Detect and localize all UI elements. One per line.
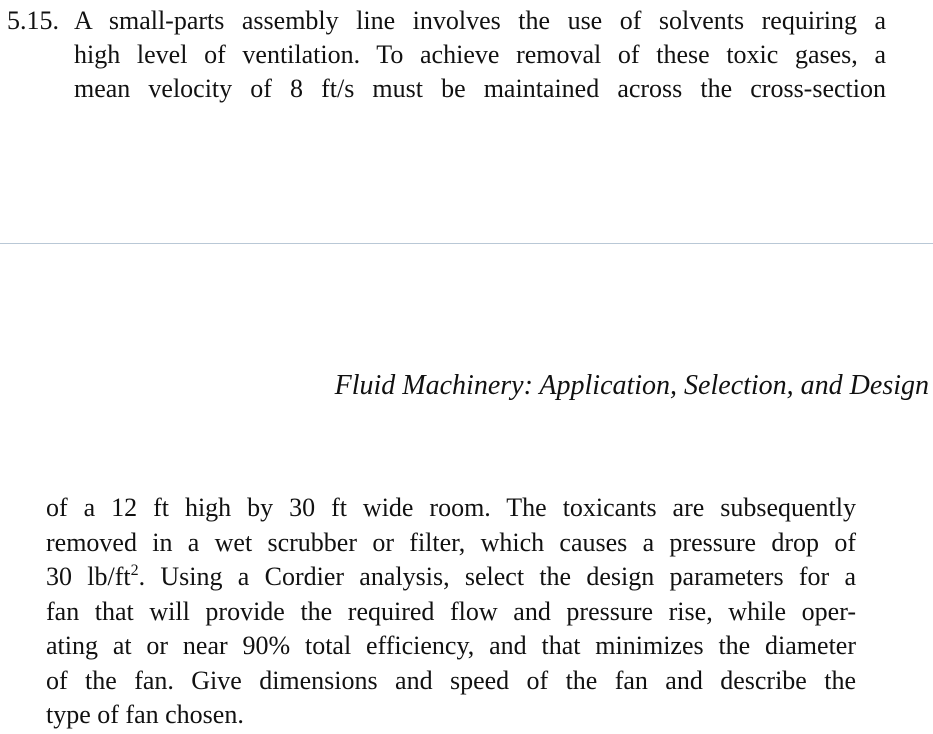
continuation-line: of the fan. Give dimensions and speed of the fan and describe the: [46, 665, 856, 695]
problem-statement-top: [0, 0, 933, 110]
problem-statement-continuation: [46, 491, 856, 733]
problem-number: 5.15.: [7, 6, 59, 35]
unit-exponent: 2: [130, 562, 139, 579]
page-divider: [0, 243, 933, 244]
continuation-line: type of fan chosen.: [46, 700, 244, 729]
running-header-title: Fluid Machinery: Application, Selection, and Design: [334, 370, 929, 401]
continuation-line-rest: . Using a Cordier analysis, select the design parameters for a: [138, 562, 856, 591]
continuation-line: fan that will provide the required flow and pressure rise, while oper-: [46, 596, 856, 626]
continuation-line: removed in a wet scrubber or filter, which causes a pressure drop of: [46, 527, 856, 557]
problem-line: mean velocity of 8 ft/s must be maintained across the cross-section: [74, 74, 886, 103]
continuation-line: of a 12 ft high by 30 ft wide room. The toxicants are subsequently: [46, 493, 856, 522]
pressure-unit-text: 30 lb/ft: [46, 562, 131, 591]
continuation-line: ating at or near 90% total efficiency, and that minimizes the diameter: [46, 631, 856, 660]
problem-text: [74, 4, 886, 106]
problem-line: A small-parts assembly line involves the use of solvents requiring a: [74, 6, 886, 35]
problem-line: high level of ventilation. To achieve removal of these toxic gases, a: [74, 40, 886, 69]
continuation-line-with-superscript: [46, 560, 856, 595]
